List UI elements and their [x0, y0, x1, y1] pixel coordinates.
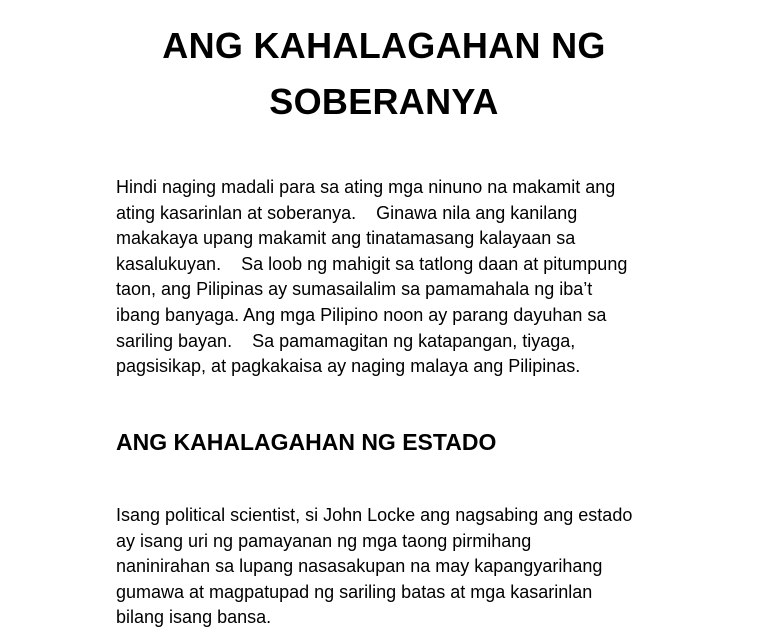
paragraph-line: Hindi naging madali para sa ating mga ninuno na makamit ang — [116, 177, 616, 197]
paragraph-line: ibang banyaga. Ang mga Pilipino noon ay parang dayuhan sa — [116, 304, 607, 325]
paragraph-line: makakaya upang makamit ang tinatamasang kalayaan sa — [116, 228, 576, 249]
paragraph-line: ating kasarinlan at soberanya. Ginawa nila ang kanilang — [116, 202, 578, 223]
title-line: ANG KAHALAGAHAN NG — [162, 25, 606, 66]
paragraph-line: naninirahan sa lupang nasasakupan na may kapangyarihang — [116, 556, 603, 577]
paragraph-line: kasalukuyan. Sa loob ng mahigit sa tatlong daan at pitumpung — [116, 253, 628, 274]
document-title — [0, 18, 768, 130]
estado-paragraph — [116, 503, 676, 631]
paragraph-line: ay isang uri ng pamayanan ng mga taong pirmihang — [116, 530, 532, 551]
paragraph-line: taon, ang Pilipinas ay sumasailalim sa pamamahala ng iba’t — [116, 279, 593, 300]
paragraph-line: bilang isang bansa. — [116, 607, 272, 628]
paragraph-line: pagsisikap, at pagkakaisa ay naging malaya ang Pilipinas. — [116, 356, 581, 377]
section-heading: ANG KAHALAGAHAN NG ESTADO — [116, 429, 497, 455]
paragraph-line: Isang political scientist, si John Locke ang nagsabing ang estado — [116, 505, 633, 525]
paragraph-line: gumawa at magpatupad ng sariling batas at mga kasarinlan — [116, 581, 593, 602]
paragraph-line: sariling bayan. Sa pamamagitan ng katapangan, tiyaga, — [116, 330, 576, 351]
intro-paragraph — [116, 175, 676, 380]
title-line: SOBERANYA — [269, 81, 499, 122]
